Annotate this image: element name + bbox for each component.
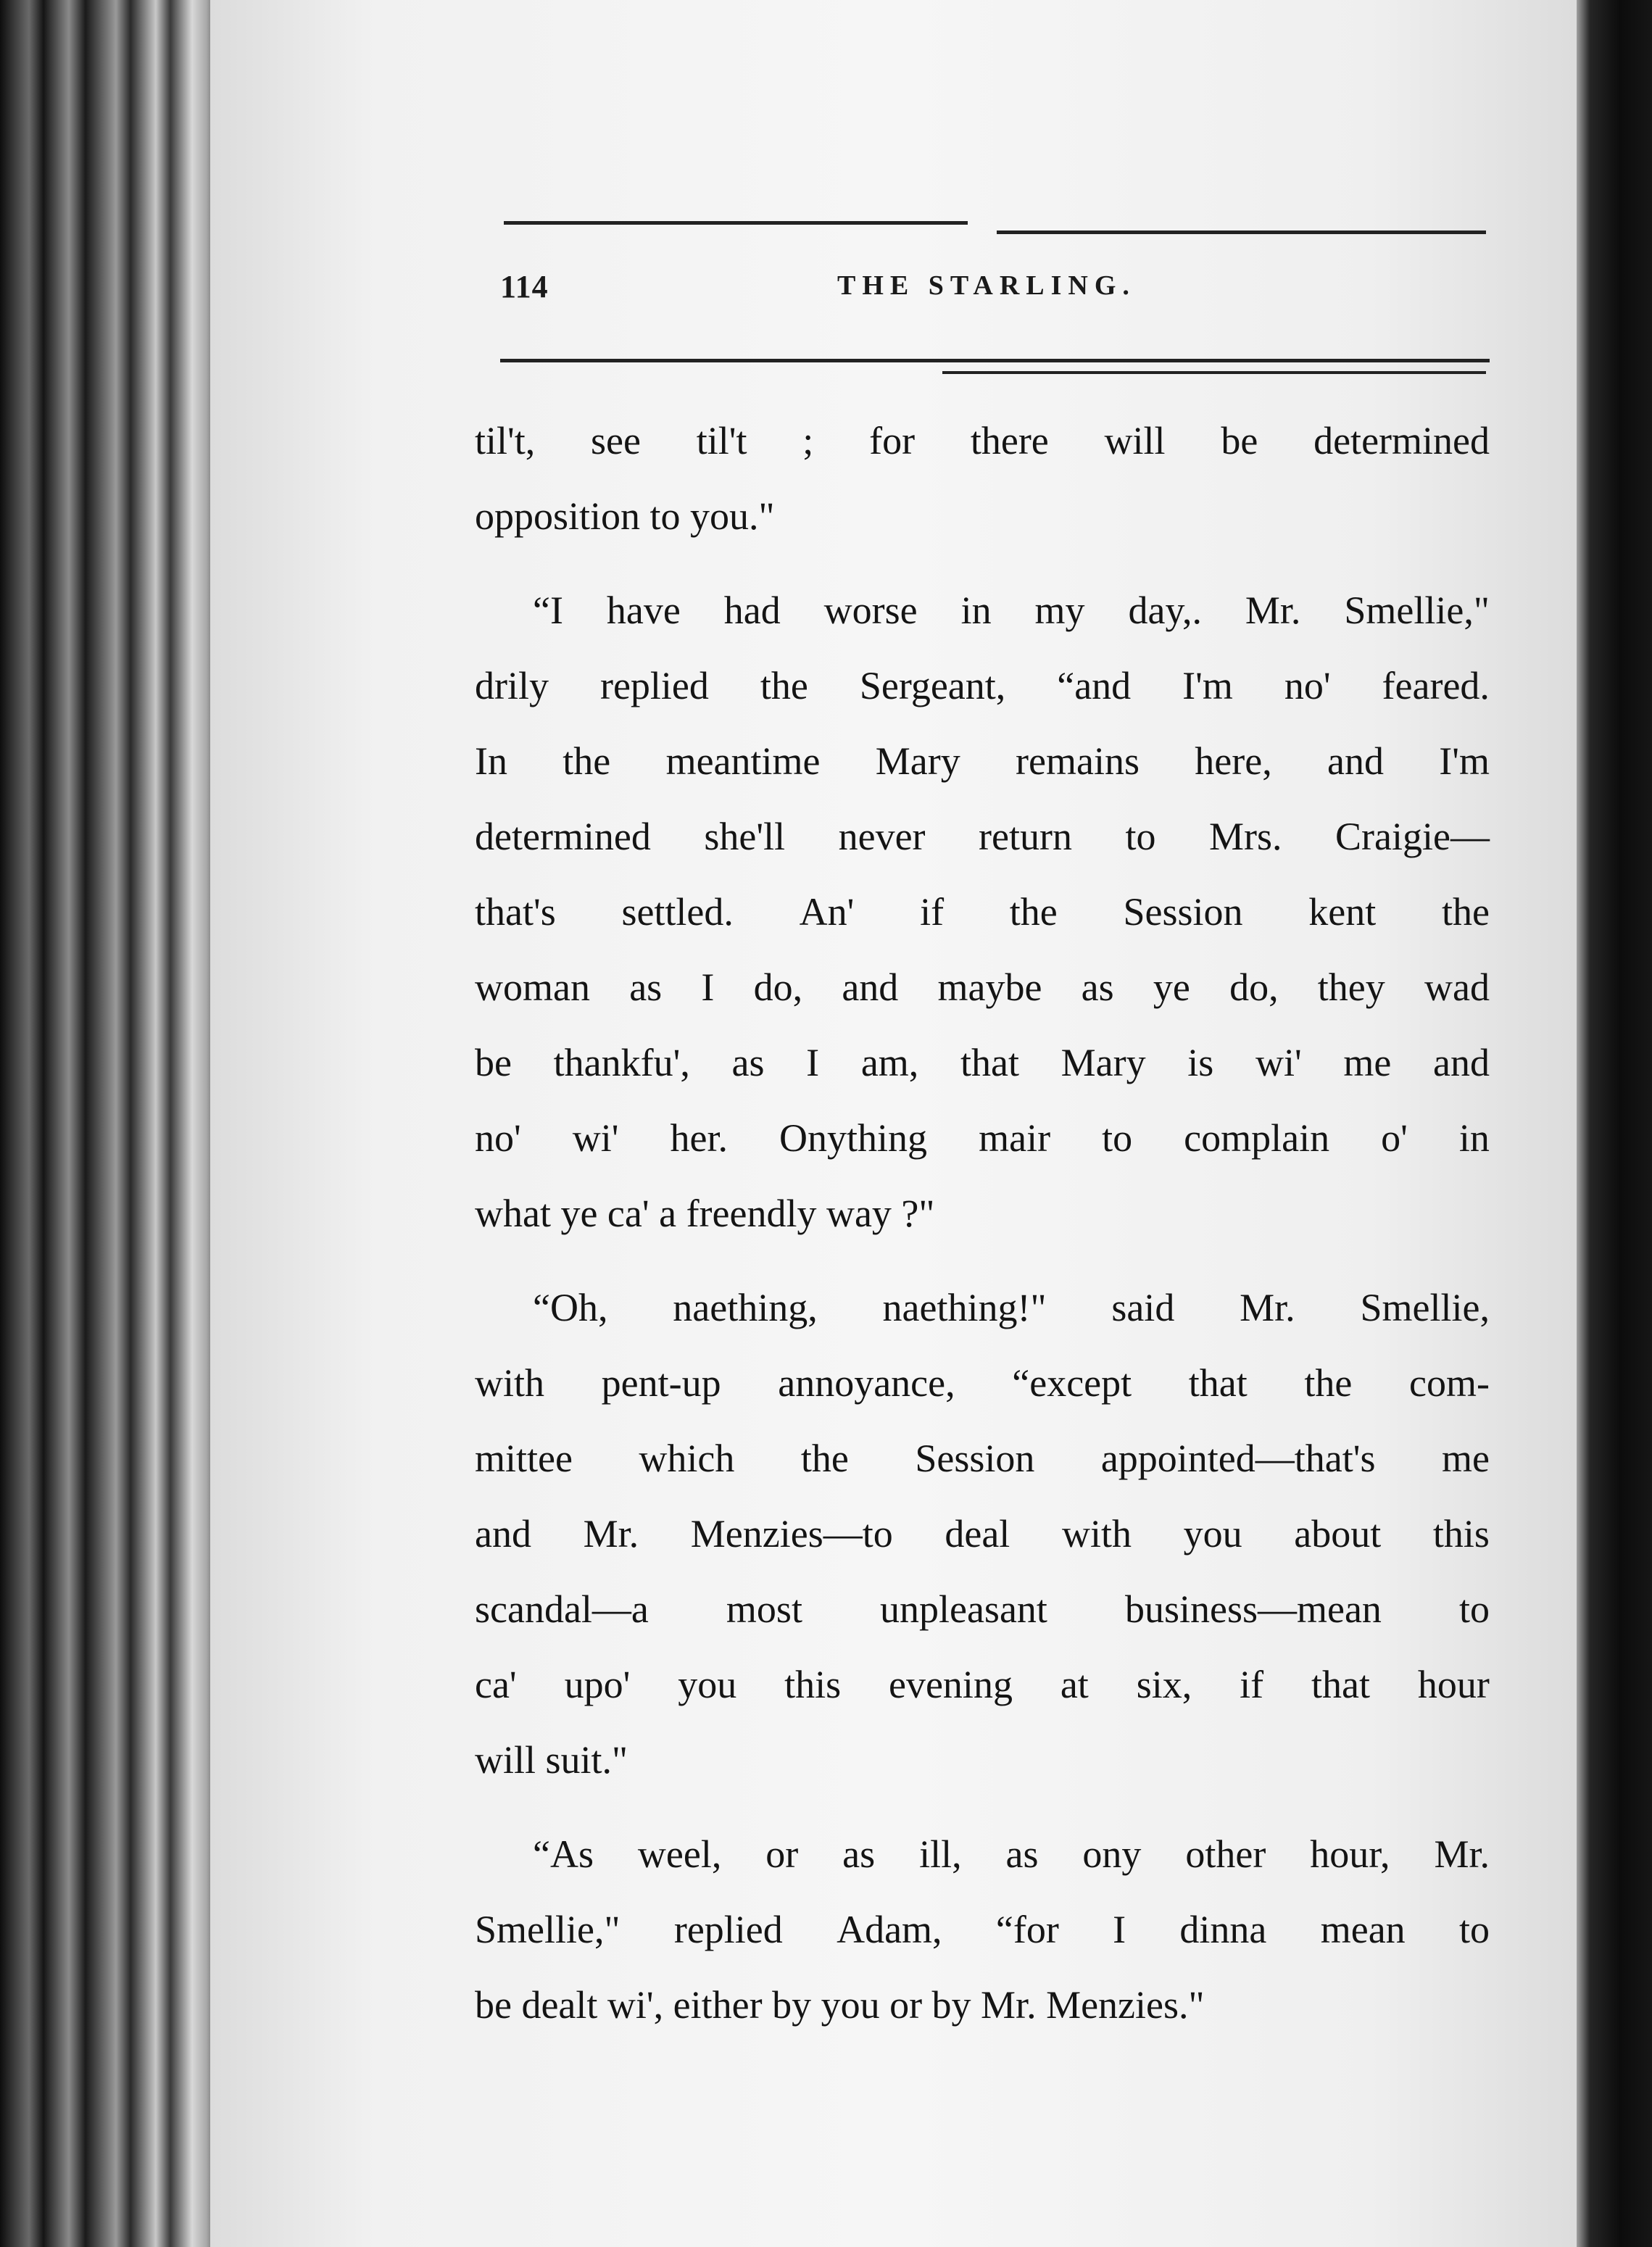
word: appointed—that's xyxy=(1100,1437,1376,1480)
word: til't xyxy=(696,419,747,462)
word: in xyxy=(1458,1116,1490,1160)
word: wi' xyxy=(572,1116,619,1160)
word: if xyxy=(920,890,945,934)
word: determined xyxy=(475,815,651,858)
word: return xyxy=(979,815,1072,858)
word: they xyxy=(1317,965,1385,1009)
header-rule-top xyxy=(504,221,968,225)
text-line xyxy=(475,1496,1490,1571)
text-line xyxy=(475,1816,1490,1892)
word: Mr. xyxy=(1434,1832,1490,1876)
word: and xyxy=(1433,1041,1490,1084)
word: meantime xyxy=(665,739,821,783)
word: and xyxy=(1327,739,1384,783)
word: for xyxy=(869,419,916,462)
word: no' xyxy=(475,1116,521,1160)
word: as xyxy=(731,1041,765,1084)
word: that's xyxy=(475,890,556,934)
word: at xyxy=(1060,1663,1089,1706)
word: I'm xyxy=(1182,664,1233,707)
word: wad xyxy=(1424,965,1490,1009)
word: naething!" xyxy=(882,1286,1047,1329)
word: six, xyxy=(1136,1663,1192,1706)
word: here, xyxy=(1195,739,1272,783)
word: evening xyxy=(889,1663,1013,1706)
word: o' xyxy=(1381,1116,1408,1160)
word: “As xyxy=(533,1832,594,1876)
word: to xyxy=(1102,1116,1133,1160)
word: Adam, xyxy=(837,1908,942,1951)
word: feared. xyxy=(1382,664,1490,707)
word: in xyxy=(960,589,992,632)
word: pent-up xyxy=(601,1361,721,1405)
word: day,. xyxy=(1128,589,1202,632)
text-line xyxy=(475,874,1490,950)
word: annoyance, xyxy=(778,1361,955,1405)
word: never xyxy=(838,815,926,858)
word: Menzies—to xyxy=(690,1512,893,1556)
word: that xyxy=(960,1041,1019,1084)
word: “except xyxy=(1012,1361,1132,1405)
word: this xyxy=(1432,1512,1490,1556)
word: said xyxy=(1111,1286,1175,1329)
word: Session xyxy=(1123,890,1243,934)
word: ca' xyxy=(475,1663,517,1706)
word: me xyxy=(1343,1041,1392,1084)
word: which xyxy=(639,1437,735,1480)
binding-shadow xyxy=(1577,0,1652,2247)
word: other xyxy=(1185,1832,1266,1876)
word: I xyxy=(806,1041,820,1084)
text-line: opposition to you." xyxy=(475,494,775,538)
word: replied xyxy=(599,664,709,707)
word: mittee xyxy=(475,1437,573,1480)
word: will xyxy=(1104,419,1166,462)
word: she'll xyxy=(704,815,786,858)
text-line xyxy=(475,799,1490,874)
word: no' xyxy=(1284,664,1331,707)
word: with xyxy=(1061,1512,1132,1556)
word: remains xyxy=(1016,739,1140,783)
word: “Oh, xyxy=(533,1286,608,1329)
word: my xyxy=(1034,589,1085,632)
word: Mary xyxy=(1060,1041,1146,1084)
text-line: be dealt wi', either by you or by Mr. Menzies." xyxy=(475,1983,1205,2027)
word: worse xyxy=(823,589,918,632)
page-number: 114 xyxy=(500,269,549,304)
word: I'm xyxy=(1439,739,1490,783)
word: ; xyxy=(802,419,814,462)
word: thankfu', xyxy=(553,1041,690,1084)
word: be xyxy=(1221,419,1258,462)
word: replied xyxy=(673,1908,783,1951)
word: scandal—a xyxy=(475,1587,649,1631)
text-line xyxy=(475,1892,1490,1967)
word: or xyxy=(765,1832,799,1876)
word: settled. xyxy=(621,890,734,934)
word: if xyxy=(1240,1663,1264,1706)
word: business—mean xyxy=(1124,1587,1382,1631)
word: about xyxy=(1294,1512,1382,1556)
text-line xyxy=(475,1571,1490,1647)
word: Craigie— xyxy=(1335,815,1490,858)
text-line xyxy=(475,1647,1490,1722)
word: as xyxy=(629,965,663,1009)
word: this xyxy=(784,1663,842,1706)
word: In xyxy=(475,739,507,783)
word: Mr. xyxy=(1240,1286,1295,1329)
word: mair xyxy=(979,1116,1051,1160)
word: the xyxy=(1304,1361,1353,1405)
text-line xyxy=(475,648,1490,723)
word: Mr. xyxy=(1245,589,1301,632)
word: am, xyxy=(860,1041,919,1084)
word: be xyxy=(475,1041,512,1084)
word: I xyxy=(1113,1908,1126,1951)
word: there xyxy=(970,419,1049,462)
text-line xyxy=(475,1100,1490,1176)
word: hour, xyxy=(1310,1832,1390,1876)
word: do, xyxy=(753,965,803,1009)
word: An' xyxy=(799,890,855,934)
word: Session xyxy=(915,1437,1035,1480)
word: determined xyxy=(1313,419,1490,462)
header-rule-top xyxy=(997,230,1486,234)
word: her. xyxy=(670,1116,729,1160)
word: maybe xyxy=(937,965,1042,1009)
word: most xyxy=(726,1587,802,1631)
word: and xyxy=(475,1512,531,1556)
header-rule-bottom xyxy=(500,359,1490,362)
word: I xyxy=(701,965,715,1009)
word: you xyxy=(678,1663,737,1706)
word: deal xyxy=(945,1512,1010,1556)
text-line xyxy=(475,723,1490,799)
header-rule-bottom xyxy=(942,371,1486,374)
page-stack-edges xyxy=(0,0,217,2247)
word: mean xyxy=(1320,1908,1406,1951)
word: to xyxy=(1125,815,1156,858)
word: that xyxy=(1311,1663,1371,1706)
word: the xyxy=(1441,890,1490,934)
body-text xyxy=(475,403,1490,2043)
word: naething, xyxy=(673,1286,818,1329)
word: Mr. xyxy=(583,1512,639,1556)
word: Onything xyxy=(779,1116,928,1160)
word: is xyxy=(1187,1041,1214,1084)
text-line xyxy=(475,403,1490,478)
word: drily xyxy=(475,664,549,707)
word: Mary xyxy=(875,739,960,783)
word: the xyxy=(563,739,611,783)
text-line xyxy=(475,1345,1490,1421)
word: unpleasant xyxy=(879,1587,1047,1631)
text-line: what ye ca' a freendly way ?" xyxy=(475,1192,935,1235)
word: have xyxy=(606,589,681,632)
word: you xyxy=(1183,1512,1242,1556)
word: to xyxy=(1458,1908,1490,1951)
word: “I xyxy=(533,589,563,632)
word: Sergeant, xyxy=(859,664,1006,707)
word: and xyxy=(842,965,899,1009)
word: dinna xyxy=(1179,1908,1267,1951)
word: Smellie," xyxy=(475,1908,620,1951)
word: “for xyxy=(995,1908,1059,1951)
word: wi' xyxy=(1255,1041,1302,1084)
word: to xyxy=(1458,1587,1490,1631)
word: com- xyxy=(1409,1361,1490,1405)
word: Smellie, xyxy=(1360,1286,1490,1329)
word: the xyxy=(1009,890,1058,934)
word: as xyxy=(1081,965,1114,1009)
word: weel, xyxy=(637,1832,722,1876)
text-line: will suit." xyxy=(475,1738,628,1782)
word: “and xyxy=(1057,664,1132,707)
word: the xyxy=(800,1437,849,1480)
word: woman xyxy=(475,965,590,1009)
text-line xyxy=(475,573,1490,648)
text-line xyxy=(475,1270,1490,1345)
word: ony xyxy=(1082,1832,1142,1876)
word: as xyxy=(842,1832,876,1876)
word: ye xyxy=(1153,965,1190,1009)
word: upo' xyxy=(564,1663,631,1706)
text-line xyxy=(475,950,1490,1025)
word: Smellie," xyxy=(1344,589,1490,632)
running-title: THE STARLING. xyxy=(837,270,1136,301)
word: ill, xyxy=(919,1832,962,1876)
word: do, xyxy=(1229,965,1279,1009)
word: that xyxy=(1188,1361,1248,1405)
text-line xyxy=(475,1421,1490,1496)
word: me xyxy=(1441,1437,1490,1480)
word: as xyxy=(1005,1832,1039,1876)
word: with xyxy=(475,1361,545,1405)
word: Mrs. xyxy=(1209,815,1282,858)
word: had xyxy=(723,589,781,632)
word: hour xyxy=(1417,1663,1490,1706)
word: the xyxy=(760,664,808,707)
text-line xyxy=(475,1025,1490,1100)
word: til't, xyxy=(475,419,536,462)
word: kent xyxy=(1308,890,1377,934)
word: see xyxy=(591,419,641,462)
running-head xyxy=(500,268,1486,319)
word: complain xyxy=(1184,1116,1330,1160)
